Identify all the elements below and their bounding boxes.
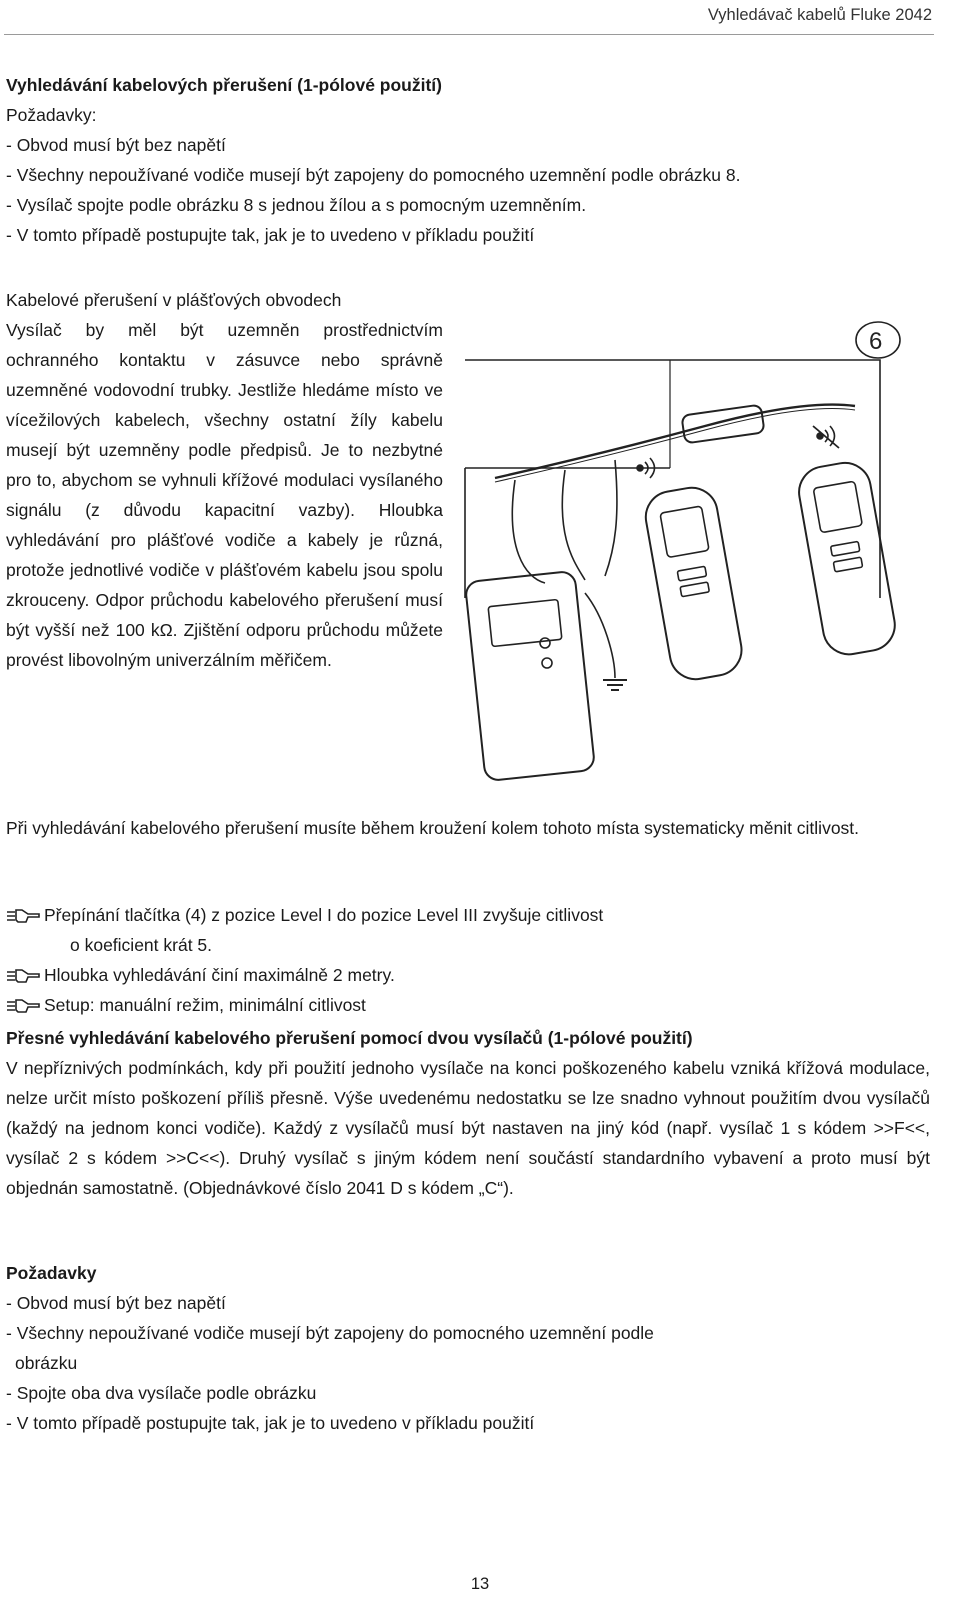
- pointing-hand-icon: [6, 968, 40, 984]
- receiver-device: [795, 459, 899, 659]
- requirement-item: - V tomto případě postupujte tak, jak je to uvedeno v příkladu použití: [6, 1413, 535, 1433]
- requirement-item: - Obvod musí být bez napětí: [6, 1293, 226, 1313]
- section-title: Vyhledávání kabelových přerušení (1-pólové použití): [6, 75, 442, 95]
- tip-text: Přepínání tlačítka (4) z pozice Level I do pozice Level III zvyšuje citlivost: [44, 905, 604, 925]
- requirement-item: - Spojte oba dva vysílače podle obrázku: [6, 1383, 317, 1403]
- header-rule: [4, 34, 934, 35]
- signal-absent-icon: [813, 426, 839, 448]
- tip-text: Setup: manuální režim, minimální citlivost: [44, 995, 366, 1015]
- requirement-item: - Všechny nepoužívané vodiče musejí být zapojeny do pomocného uzemnění podle: [6, 1323, 654, 1343]
- requirement-item: obrázku: [15, 1353, 78, 1373]
- cable-splice: [681, 405, 764, 444]
- sensitivity-paragraph: [6, 813, 936, 843]
- figure-6-illustration: [455, 318, 935, 798]
- requirements-section: [6, 1258, 930, 1438]
- pointing-hand-icon: [6, 908, 40, 924]
- page-number: 13: [470, 1575, 490, 1593]
- requirement-item: - Vysílač spojte podle obrázku 8 s jednou žílou a s pomocným uzemněním.: [6, 195, 587, 215]
- section-title: Požadavky: [6, 1263, 97, 1283]
- ground-lead: [585, 593, 615, 678]
- transmitter-display: [488, 599, 562, 646]
- tip-item: [6, 990, 936, 1020]
- running-header: Vyhledávač kabelů Fluke 2042: [707, 6, 932, 24]
- pointing-hand-icon: [6, 998, 40, 1014]
- tips-list: [6, 900, 936, 1020]
- tip-item: [6, 960, 936, 990]
- figure-number: 6: [869, 328, 883, 355]
- wall-outline: [465, 360, 880, 598]
- requirements-label: Požadavky:: [6, 105, 97, 125]
- test-lead: [562, 470, 585, 580]
- tip-text: Hloubka vyhledávání činí maximálně 2 metry.: [44, 965, 395, 985]
- subsection-body: Vysílač by měl být uzemněn prostřednictvím ochranného kontaktu v zásuvce nebo správně uzemněné vodovodní trubky. Jestliže hledáme místo ve vícežilových kabelech, všechny ostatní žíly kabelu musejí být uzemněny podle předpisů. Je to nezbytné pro to, abychom se vyhnuli křížové modulaci vysílaného signálu (z důvodu kapacitní vazby). Hloubka vyhledávání pro plášťové vodiče a kabely je různá, protože jednotlivé vodiče v plášťovém kabelu jsou spolu zkrouceny. Odpor průchodu kabelového přerušení musí být vyšší než 100 kΩ. Zjištění odporu průchodu můžete provést libovolným univerzálním měřičem.: [6, 320, 443, 670]
- requirement-item: - V tomto případě postupujte tak, jak je to uvedeno v příkladu použití: [6, 225, 535, 245]
- cable: [495, 405, 855, 478]
- sheathed-circuits-section: [6, 285, 443, 675]
- paragraph-text: Při vyhledávání kabelového přerušení musíte během kroužení kolem tohoto místa systematicky měnit citlivost.: [6, 818, 860, 838]
- requirement-item: - Všechny nepoužívané vodiče musejí být zapojeny do pomocného uzemnění podle obrázku 8.: [6, 165, 741, 185]
- transmitter-button: [542, 658, 552, 668]
- ground-symbol: [603, 680, 627, 690]
- tip-text: o koeficient krát 5.: [70, 935, 213, 955]
- requirement-item: - Obvod musí být bez napětí: [6, 135, 226, 155]
- two-transmitters-section: [6, 1023, 930, 1203]
- section-body: V nepříznivých podmínkách, kdy při použití jednoho vysílače na konci poškozeného kabelu vzniká křížová modulace, nelze určit místo poškození příliš přesně. Výše uvedenému nedostatku se lze snadno vyhnout použitím dvou vysílačů (každý na jednom konci vodiče). Každý z vysílačů musí být nastaven na jiný kód (např. vysílač 1 s kódem >>F<<, vysílač 2 s kódem >>C<<). Druhý vysílač s jiným kódem není součástí standardního vybavení a proto musí být objednán samostatně. (Objednávkové číslo 2041 D s kódem „C“).: [6, 1058, 930, 1198]
- subsection-title: Kabelové přerušení v plášťových obvodech: [6, 290, 342, 310]
- transmitter-button: [540, 638, 550, 648]
- test-lead: [512, 480, 545, 583]
- tip-item: [6, 900, 936, 930]
- section-title: Přesné vyhledávání kabelového přerušení pomocí dvou vysílačů (1-pólové použití): [6, 1028, 693, 1048]
- receiver-device: [642, 484, 746, 684]
- test-lead: [605, 460, 617, 576]
- tip-continuation: [6, 930, 936, 960]
